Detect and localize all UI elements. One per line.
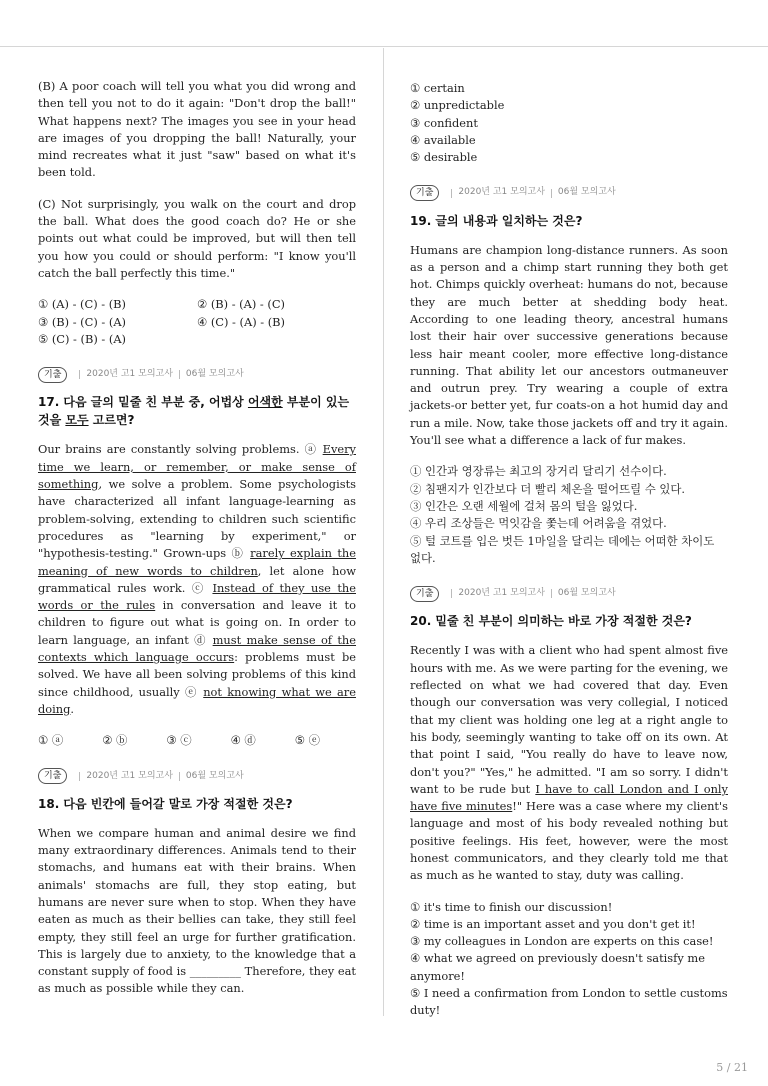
q18-title: 18. 다음 빈칸에 들어갈 말로 가장 적절한 것은? [38,796,293,811]
q18-option-2: ② unpredictable [410,98,505,113]
q20-tag: 기출 [410,586,439,602]
q19-option-5: ⑤ 털 코트를 입은 벗든 1마일을 달리는 데에는 어떠한 차이도 없다. [410,533,715,565]
q17-option-1: ① ⓐ [38,733,64,748]
q17-year: 2020년 고1 모의고사 [86,369,173,380]
q20-options [410,899,728,1020]
q19-options [410,463,728,567]
q19-option-2: ② 침팬지가 인간보다 더 빨리 체온을 떨어뜨릴 수 있다. [410,481,686,496]
q18-option-3: ③ confident [410,115,478,130]
q18-year: 2020년 고1 모의고사 [86,770,173,781]
q20-month: 06월 모의고사 [557,588,616,599]
q18-source [38,768,356,785]
q20-option-3: ③ my colleagues in London are experts on this case! [410,934,714,949]
q20-passage: Recently I was with a client who had spent almost five hours with me. As we were parting for the evening, we reflected on what we had covered that day. Even though our conversation was very collegial, I noticed that my client was holding one leg at a right angle to his body, seemingly wanting to take off on its own. At that point I said, "You really do have to leave now, don't you?" "Yes," he admitted. "I am so sorry. I didn't want to be rude but I have to call London and I only have five minutes!" Here was a case where my client's language and most of his body revealed nothing but positive feelings. His feet, however, were the most honest communicators, and they clearly told me that as much as he wanted to stay, duty was calling. [410,643,728,883]
q20-underline: I have to call London and I only have five minutes [410,781,728,814]
q20-source [410,585,728,602]
q17-option-4: ④ ⓓ [230,733,256,748]
q18-passage: When we compare human and animal desire we find many extraordinary differences. Animals tend to their stomachs, and humans eat with their brains. When animals' stomachs are full, they stop eating, but humans are never sure when to stop. When they have eaten as much as their bellies can take, they still feel empty, they still feel an urge for further gratification. This is largely due to anxiety, to the knowledge that a constant supply of food is _________ Therefore, they eat as much as possible while they can. [38,825,356,996]
prev-passage-c: (C) Not surprisingly, you walk on the court and drop the ball. What does the good coach do? He or she points out what could be improved, but will then tell you how you could or should perform: "I know you'll catch the ball perfectly this time." [38,196,356,280]
q17-passage: Our brains are constantly solving problems. ⓐ Every time we learn, or remember, or make sense of something, we solve a problem. Some psychologists have characterized all infant language-learning as problem-solving, extending to children such scientific procedures as "learning by experiment," or "hypothesis-testing." Grown-ups ⓑ rarely explain the meaning of new words to children, let alone how grammatical rules work. ⓒ Instead of they use the words or the rules in conversation and leave it to children to figure out what is going on. In order to learn language, an infant ⓓ must make sense of the contexts which language occurs: problems must be solved. We have all been solving problems of this kind since childhood, usually ⓔ not knowing what we are doing. [38,442,357,716]
q20-option-1: ① it's time to finish our discussion! [410,899,613,914]
q18-month: 06월 모의고사 [185,770,244,781]
q17-underline-e: not knowing what we are doing [38,684,356,716]
prev-option-5: ⑤ (C) - (B) - (A) [38,331,126,346]
q17-underline-a: Every time we learn, or remember, or make sense of something [38,442,356,492]
column-divider [383,48,384,1016]
q17-tag: 기출 [38,367,67,383]
header-rule [0,46,768,47]
q18-options [410,80,728,166]
q17-options [38,732,320,749]
q20-option-5: ⑤ I need a confirmation from London to settle customs duty! [410,986,728,1018]
q17-source [38,366,356,383]
q20-year: 2020년 고1 모의고사 [458,588,545,599]
q19-tag: 기출 [410,185,439,201]
q19-title: 19. 글의 내용과 일치하는 것은? [410,213,583,228]
prev-passage-b: (B) A poor coach will tell you what you did wrong and then tell you not to do it again: "Don't drop the ball!" What happens next? The images you see in your head are images of you dropping the ball! Naturally, your mind recreates what it just "saw" based on what it's been told. [38,79,356,180]
q20-title: 20. 밑줄 친 부분이 의미하는 바로 가장 적절한 것은? [410,614,692,629]
q19-option-1: ① 인간과 영장류는 최고의 장거리 달리기 선수이다. [410,464,667,479]
q19-source [410,184,728,201]
q17-underline-b: rarely explain the meaning of new words to children [38,546,357,578]
q19-month: 06월 모의고사 [557,187,616,198]
q18-option-1: ① certain [410,81,465,95]
q17-option-2: ② ⓑ [102,733,128,748]
q18-option-4: ④ available [410,132,476,147]
right-column [410,80,728,1020]
q17-month: 06월 모의고사 [185,369,244,380]
q19-option-4: ④ 우리 조상들은 먹잇감을 쫓는데 어려움을 겪었다. [410,516,667,531]
q17-option-5: ⑤ ⓔ [294,733,320,748]
page-number: 5 / 21 [716,1061,748,1074]
q19-option-3: ③ 인간은 오랜 세월에 걸쳐 몸의 털을 잃었다. [410,498,638,513]
prev-option-1: ① (A) - (C) - (B) [38,297,126,312]
q17-underline-c: Instead of they use the words or the rules [38,580,356,613]
q17-underline-d: must make sense of the contexts which language occurs [38,632,357,665]
prev-option-3: ③ (B) - (C) - (A) [38,314,126,329]
prev-options [38,296,356,348]
q19-year: 2020년 고1 모의고사 [458,187,545,198]
prev-option-2: ② (B) - (A) - (C) [197,297,285,312]
q20-option-2: ② time is an important asset and you don't get it! [410,916,696,931]
q18-tag: 기출 [38,768,67,784]
q17-option-3: ③ ⓒ [166,733,192,748]
q17-title: 17. 다음 글의 밑줄 친 부분 중, 어법상 어색한 부분이 있는 것을 모두 고르면? [38,395,350,428]
q18-option-5: ⑤ desirable [410,150,478,165]
left-column [38,78,356,998]
q19-passage: Humans are champion long-distance runners. As soon as a person and a chimp start running they both get hot. Chimps quickly overheat: humans do not, because they are much better at shedding body heat. According to one leading theory, ancestral humans lost their hair over successive generations because less hair meant cooler, more effective long-distance running. That ability let our ancestors outmaneuver and outrun prey. Try wearing a couple of extra jackets-or better yet, fur coats-on a hot humid day and run a mile. Now, take those jackets off and try it again. You'll see what a difference a lack of fur makes. [410,242,728,448]
q20-option-4: ④ what we agreed on previously doesn't satisfy me anymore! [410,951,705,983]
prev-option-4: ④ (C) - (A) - (B) [197,314,285,329]
